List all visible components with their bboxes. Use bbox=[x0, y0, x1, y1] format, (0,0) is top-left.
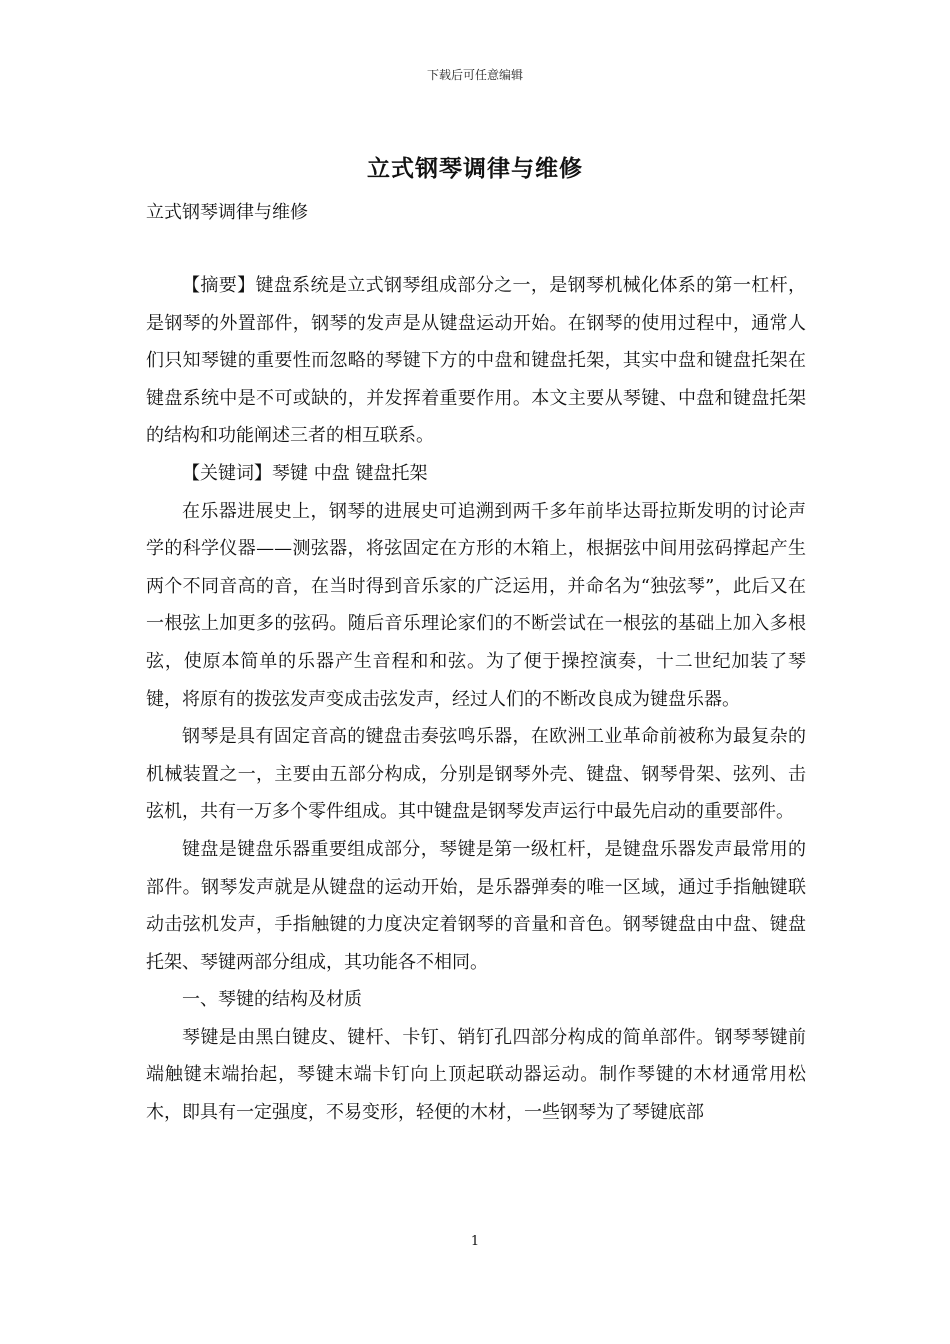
body-paragraph: 琴键是由黑白键皮、键杆、卡钉、销钉孔四部分构成的简单部件。钢琴琴键前端触键末端抬起，琴键末端卡钉向上顶起联动器运动。制作琴键的木材通常用松木，即具有一定强度，不易变形，轻便的木材，一些钢琴为了琴键底部 bbox=[146, 1026, 806, 1124]
header-note: 下载后可任意编辑 bbox=[426, 68, 523, 82]
document-body bbox=[146, 267, 806, 1132]
page-number: 1 bbox=[470, 1234, 480, 1249]
section-heading: 一、琴键的结构及材质 bbox=[182, 989, 362, 1011]
document-title: 立式钢琴调律与维修 bbox=[367, 155, 583, 182]
keywords-paragraph: 【关键词】琴键 中盘 键盘托架 bbox=[182, 462, 428, 484]
body-paragraph: 在乐器进展史上，钢琴的进展史可追溯到两千多年前毕达哥拉斯发明的讨论声学的科学仪器——测弦器，将弦固定在方形的木箱上，根据弦中间用弦码撑起产生两个不同音高的音，在当时得到音乐家的广泛运用，并命名为“独弦琴”，此后又在一根弦上加更多的弦码。随后音乐理论家们的不断尝试在一根弦的基础上加入多根弦，使原本简单的乐器产生音程和和弦。为了便于操控演奏，十二世纪加装了琴键，将原有的拨弦发声变成击弦发声，经过人们的不断改良成为键盘乐器。 bbox=[146, 500, 806, 710]
body-paragraph: 钢琴是具有固定音高的键盘击奏弦鸣乐器，在欧洲工业革命前被称为最复杂的机械装置之一，主要由五部分构成，分别是钢琴外壳、键盘、钢琴骨架、弦列、击弦机，共有一万多个零件组成。其中键盘是钢琴发声运行中最先启动的重要部件。 bbox=[146, 726, 806, 823]
document-subtitle: 立式钢琴调律与维修 bbox=[146, 202, 308, 223]
abstract-paragraph: 【摘要】键盘系统是立式钢琴组成部分之一，是钢琴机械化体系的第一杠杆，是钢琴的外置部件，钢琴的发声是从键盘运动开始。在钢琴的使用过程中，通常人们只知琴键的重要性而忽略的琴键下方的中盘和键盘托架，其实中盘和键盘托架在键盘系统中是不可或缺的，并发挥着重要作用。本文主要从琴键、中盘和键盘托架的结构和功能阐述三者的相互联系。 bbox=[146, 275, 806, 447]
body-paragraph: 键盘是键盘乐器重要组成部分，琴键是第一级杠杆，是键盘乐器发声最常用的部件。钢琴发声就是从键盘的运动开始，是乐器弹奏的唯一区域，通过手指触键联动击弦机发声，手指触键的力度决定着钢琴的音量和音色。钢琴键盘由中盘、键盘托架、琴键两部分组成，其功能各不相同。 bbox=[146, 838, 806, 973]
